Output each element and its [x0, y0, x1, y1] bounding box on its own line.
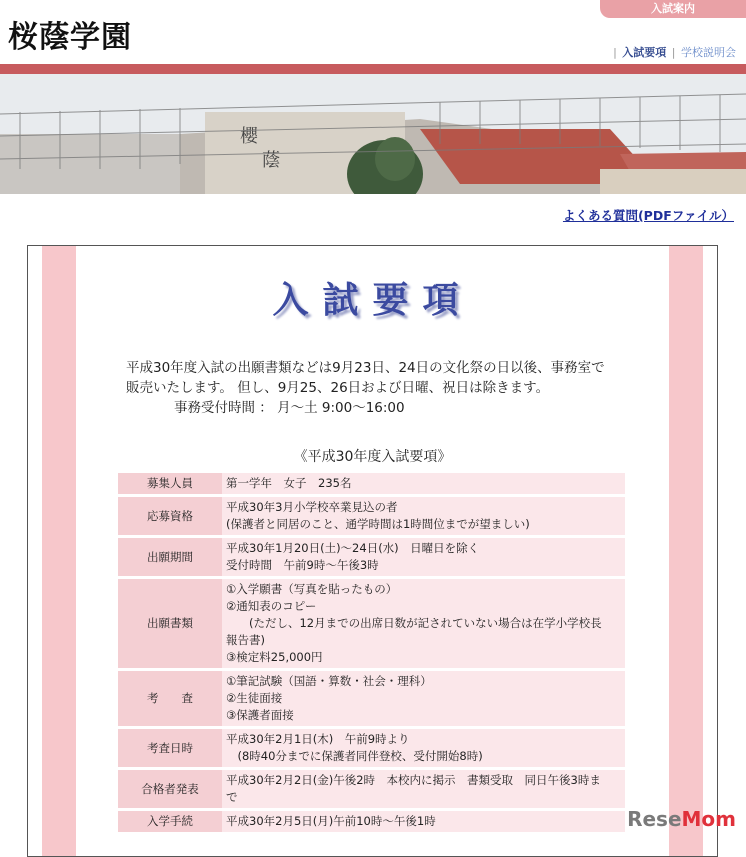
faq-pdf-link[interactable]: よくある質問(PDFファイル）	[562, 208, 734, 223]
site-header	[0, 0, 746, 64]
row-label: 出願書類	[118, 579, 222, 668]
row-value-line: (ただし、12月までの出席日数が記されていない場合は在学小学校長	[226, 616, 602, 630]
row-value-line: ①筆記試験（国語・算数・社会・理科）	[226, 674, 432, 688]
row-value-line: 平成30年1月20日(土)～24日(水) 日曜日を除く	[226, 541, 480, 555]
admissions-top-tab[interactable]: 入試案内	[600, 0, 746, 18]
row-value	[222, 729, 625, 767]
row-value-line: 平成30年2月5日(月)午前10時～午後1時	[226, 814, 436, 828]
sub-navigation: | 入試要項 | 学校説明会	[613, 46, 736, 59]
row-value-line: ②通知表のコピー	[226, 599, 317, 613]
notice-line-1: 平成30年度入試の出願書類などは9月23日、24日の文化祭の日以後、事務室で	[126, 360, 605, 376]
row-value	[222, 770, 625, 808]
decorative-strip-left	[42, 246, 76, 856]
row-value	[222, 811, 625, 832]
table-row	[118, 579, 625, 668]
svg-text:櫻: 櫻	[240, 126, 258, 147]
row-value	[222, 579, 625, 668]
row-value	[222, 497, 625, 535]
row-value-line: ②生徒面接	[226, 691, 283, 705]
row-label: 入学手続	[118, 811, 222, 832]
table-row	[118, 671, 625, 726]
nav-school-info-session[interactable]: 学校説明会	[681, 46, 736, 59]
row-label: 出願期間	[118, 538, 222, 576]
table-row	[118, 538, 625, 576]
row-value-line: (8時40分までに保護者同伴登校、受付開始8時)	[226, 749, 483, 763]
resemom-watermark: ReseMom	[627, 807, 736, 831]
table-row	[118, 729, 625, 767]
row-value-line: 平成30年2月2日(金)午後2時 本校内に掲示 書類受取 同日午後3時ま	[226, 773, 601, 787]
page-title: 入試要項	[272, 279, 473, 321]
row-value-line: ①入学願書（写真を貼ったもの）	[226, 582, 398, 596]
decorative-strip-right	[669, 246, 703, 856]
table-row	[118, 473, 625, 494]
row-label: 募集人員	[118, 473, 222, 494]
nav-admission-guidelines[interactable]: 入試要項	[622, 46, 667, 59]
row-value-line: で	[226, 790, 238, 804]
admission-content-frame	[27, 245, 718, 857]
office-hours: 事務受付時間 ： 月～土 9:00～16:00	[174, 400, 405, 416]
row-value-line: ③検定料25,000円	[226, 650, 323, 664]
svg-text:蔭: 蔭	[262, 150, 280, 171]
header-divider	[0, 64, 746, 74]
school-building-photo	[0, 74, 746, 194]
table-row	[118, 811, 625, 832]
requirements-table-title: 《平成30年度入試要項》	[293, 449, 452, 465]
row-value-line: (保護者と同居のこと、通学時間は1時間位までが望ましい)	[226, 517, 530, 531]
row-label: 考査日時	[118, 729, 222, 767]
row-value	[222, 473, 625, 494]
row-label: 考 査	[118, 671, 222, 726]
row-value-line: ③保護者面接	[226, 708, 294, 722]
application-notice	[126, 358, 666, 418]
row-label: 合格者発表	[118, 770, 222, 808]
table-row	[118, 770, 625, 808]
row-value-line: 平成30年2月1日(木) 午前9時より	[226, 732, 410, 746]
requirements-table	[118, 470, 625, 835]
row-value-line: 受付時間 午前9時～午後3時	[226, 558, 379, 572]
row-value	[222, 671, 625, 726]
table-row	[118, 497, 625, 535]
row-value-line: 報告書)	[226, 633, 265, 647]
school-logo[interactable]: 桜蔭学園	[8, 20, 132, 55]
row-value-line: 平成30年3月小学校卒業見込の者	[226, 500, 398, 514]
notice-line-2: 販売いたします。 但し、9月25、26日および日曜、祝日は除きます。	[126, 380, 550, 396]
row-value-line: 第一学年 女子 235名	[226, 476, 352, 490]
row-value	[222, 538, 625, 576]
row-label: 応募資格	[118, 497, 222, 535]
